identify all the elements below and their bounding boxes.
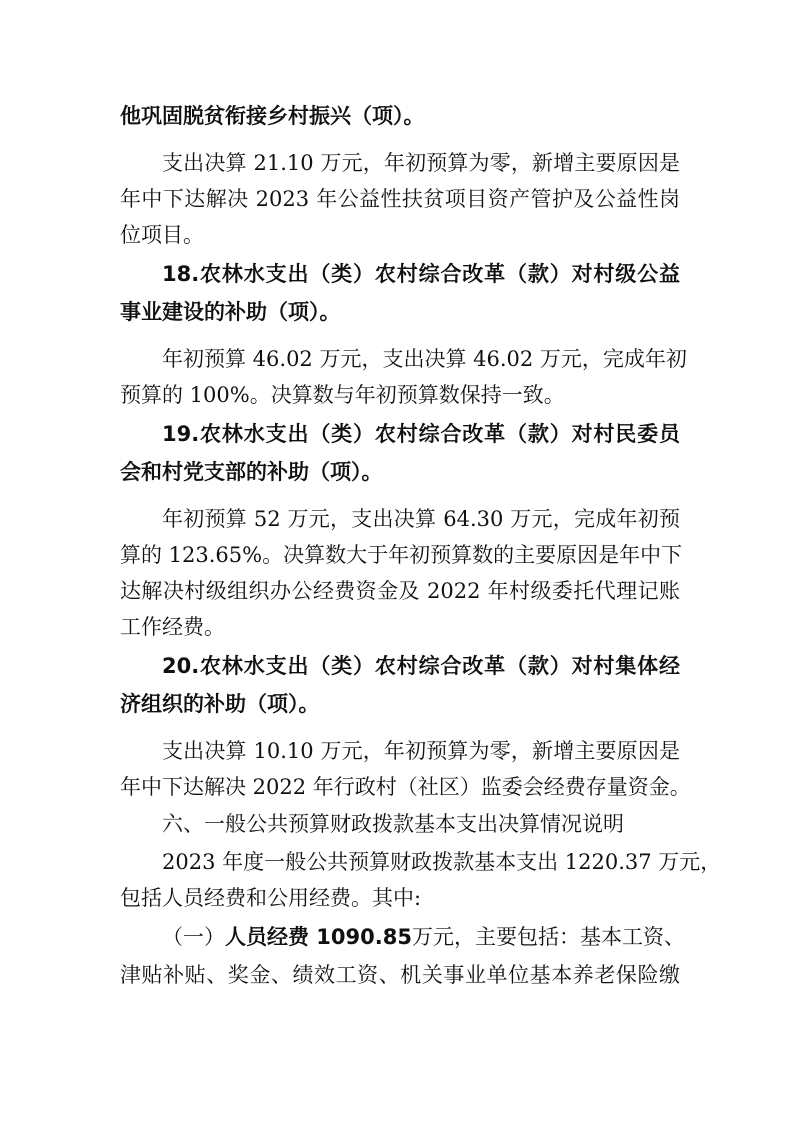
paragraph-line: 位项目。 [120,223,204,247]
heading-line: 19.农林水支出（类）农村综合改革（款）对村民委员 [162,422,680,446]
heading-line: 会和村党支部的补助（项）。 [120,460,383,484]
paragraph-line: 达解决村级组织办公经费资金及 2022 年村级委托代理记账 [120,579,680,603]
section-heading: 六、一般公共预算财政拨款基本支出决算情况说明 [162,812,624,836]
paragraph-line: 算的 123.65%。决算数大于年初预算数的主要原因是年中下 [120,543,683,567]
heading-line: 20.农林水支出（类）农村综合改革（款）对村集体经 [162,654,680,678]
paragraph-line: 津贴补贴、奖金、绩效工资、机关事业单位基本养老保险缴 [120,963,680,987]
heading-line: 他巩固脱贫衔接乡村振兴（项）。 [120,104,425,128]
list-marker: （一） [162,925,225,949]
paragraph-line: 支出决算 21.10 万元，年初预算为零，新增主要原因是 [162,151,680,175]
bold-phrase: 人员经费 1090.85 [225,925,412,949]
paragraph-line: 2023 年度一般公共预算财政拨款基本支出 1220.37 万元， [162,850,722,874]
heading-line: 济组织的补助（项）。 [120,692,320,716]
paragraph-line: 年中下达解决 2023 年公益性扶贫项目资产管护及公益性岗 [120,187,680,211]
paragraph-line: 年初预算 46.02 万元，支出决算 46.02 万元，完成年初 [162,347,687,371]
paragraph-line-mixed [162,923,685,951]
paragraph-line: 支出决算 10.10 万元，年初预算为零，新增主要原因是 [162,739,680,763]
paragraph-line: 年初预算 52 万元，支出决算 64.30 万元，完成年初预 [162,507,680,531]
paragraph-line: 工作经费。 [120,615,225,639]
paragraph-line: 预算的 100%。决算数与年初预算数保持一致。 [120,383,565,407]
heading-line: 事业建设的补助（项）。 [120,300,341,324]
paragraph-text: 万元，主要包括：基本工资、 [411,925,685,949]
paragraph-line: 年中下达解决 2022 年行政村（社区）监委会经费存量资金。 [120,775,691,799]
paragraph-line: 包括人员经费和公用经费。其中: [120,886,422,910]
heading-line: 18.农林水支出（类）农村综合改革（款）对村级公益 [162,262,680,286]
